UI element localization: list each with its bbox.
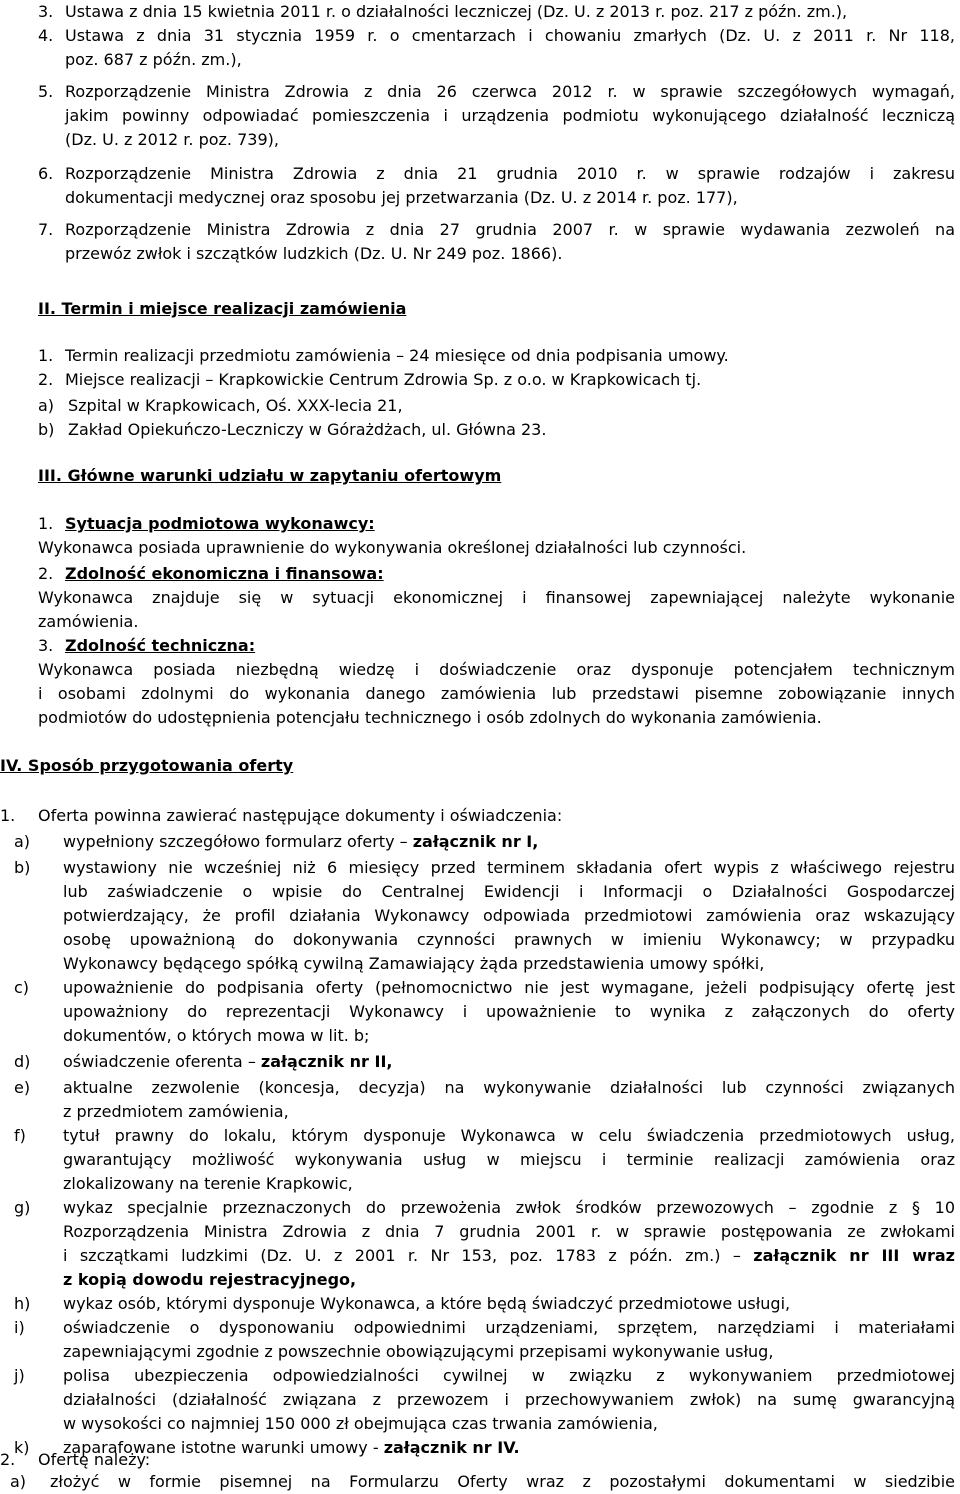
doc-item-text: i szczątkami ludzkimi (Dz. U. z 2001 r. Nr 153, poz. 1783 z późn. zm.) – załącznik nr III wraz: [63, 1246, 955, 1265]
list-item-text: Miejsce realizacji – Krapkowickie Centrum Zdrowia Sp. z o.o. w Krapkowicach tj.: [65, 370, 702, 389]
doc-item-text: działalności (działalność związana z przewozem i przechowywaniem zwłok) na sumę gwarancyjną: [63, 1390, 955, 1409]
attachment-ref: załącznik nr II,: [260, 1052, 393, 1071]
doc-item-text: gwarantujący możliwość wykonywania usług w miejscu i terminie realizacji zamówienia oraz: [63, 1150, 955, 1169]
section-heading-ii: II. Termin i miejsce realizacji zamówienia: [38, 299, 407, 318]
list-letter: a): [14, 832, 31, 851]
condition-title: Zdolność techniczna:: [65, 636, 256, 655]
list-letter: a): [10, 1472, 27, 1491]
section-heading-iii: III. Główne warunki udziału w zapytaniu ofertowym: [38, 466, 502, 485]
doc-item-text: wypełniony szczegółowo formularz oferty – załącznik nr I,: [63, 832, 539, 851]
doc-item-text: w wysokości co najmniej 150 000 zł obejmująca czas trwania zamówienia,: [63, 1414, 658, 1433]
list-item-text: jakim powinny odpowiadać pomieszczenia i urządzenia podmiotu wykonującego działalność leczniczą: [65, 106, 955, 125]
doc-item-text: oświadczenie oferenta – załącznik nr II,: [63, 1052, 393, 1071]
doc-item-text: potwierdzający, że profil działania Wykonawcy odpowiada przedmiotowi zamówienia oraz wskazujący: [63, 906, 955, 925]
condition-text: Wykonawca posiada niezbędną wiedzę i doświadczenie oraz dysponuje potencjałem technicznym: [38, 660, 955, 679]
list-number: 2.: [38, 564, 54, 583]
list-item-text: złożyć w formie pisemnej na Formularzu Oferty wraz z pozostałymi dokumentami w siedzibie: [50, 1472, 955, 1491]
doc-item-text: wystawiony nie wcześniej niż 6 miesięcy przed terminem składania ofert wypis z właściwego rejestru: [63, 858, 955, 877]
attachment-ref: załącznik nr III wraz: [753, 1246, 955, 1265]
list-letter: c): [14, 978, 30, 997]
list-letter: f): [14, 1126, 26, 1145]
doc-item-text: polisa ubezpieczenia odpowiedzialności cywilnej w związku z wykonywaniem przedmiotowej: [63, 1366, 955, 1385]
list-item-text: Szpital w Krapkowicach, Oś. XXX-lecia 21,: [68, 396, 403, 415]
list-letter: b): [14, 858, 31, 877]
doc-item-text: upoważniony do reprezentacji Wykonawcy i upoważnienie to wynika z załączonych do oferty: [63, 1002, 955, 1021]
doc-item-text: z przedmiotem zamówienia,: [63, 1102, 289, 1121]
list-item-text: Ofertę należy:: [38, 1450, 151, 1469]
doc-item-text: zlokalizowany na terenie Krapkowic,: [63, 1174, 353, 1193]
attachment-ref: załącznik nr I,: [412, 832, 539, 851]
doc-item-text: upoważnienie do podpisania oferty (pełnomocnictwo nie jest wymagane, jeżeli podpisujący ofertę jest: [63, 978, 955, 997]
list-number: 6.: [38, 164, 54, 183]
list-item-text: (Dz. U. z 2012 r. poz. 739),: [65, 130, 279, 149]
list-letter: d): [14, 1052, 31, 1071]
list-item-text: Termin realizacji przedmiotu zamówienia – 24 miesięce od dnia podpisania umowy.: [65, 346, 729, 365]
doc-item-text: dokumentów, o których mowa w lit. b;: [63, 1026, 370, 1045]
list-number: 7.: [38, 220, 54, 239]
doc-item-text: zaparafowane istotne warunki umowy - załącznik nr IV.: [63, 1438, 520, 1457]
attachment-ref: załącznik nr IV.: [383, 1438, 520, 1457]
condition-text: Wykonawca posiada uprawnienie do wykonywania określonej działalności lub czynności.: [38, 538, 747, 557]
condition-title: Zdolność ekonomiczna i finansowa:: [65, 564, 384, 583]
list-item-text: Oferta powinna zawierać następujące dokumenty i oświadczenia:: [38, 806, 563, 825]
list-letter: i): [14, 1318, 25, 1337]
list-number: 1.: [38, 514, 54, 533]
list-number: 2.: [38, 370, 54, 389]
list-number: 3.: [38, 2, 54, 21]
doc-item-text: lub zaświadczenie o wpisie do Centralnej Ewidencji i Informacji o Działalności Gospodarczej: [63, 882, 955, 901]
doc-item-text: tytuł prawny do lokalu, którym dysponuje Wykonawca w celu świadczenia przedmiotowych usług,: [63, 1126, 955, 1145]
condition-text: podmiotów do udostępnienia potencjału technicznego i osób zdolnych do wykonania zamówienia.: [38, 708, 822, 727]
list-letter: b): [38, 420, 55, 439]
doc-item-text: osobę upoważnioną do dokonywania czynności prawnych w imieniu Wykonawcy; w przypadku: [63, 930, 955, 949]
list-item-text: Rozporządzenie Ministra Zdrowia z dnia 27 grudnia 2007 r. w sprawie wydawania zezwoleń na: [65, 220, 955, 239]
doc-item-text: Rozporządzenia Ministra Zdrowia z dnia 7 grudnia 2001 r. w sprawie postępowania ze zwłokami: [63, 1222, 955, 1241]
list-number: 1.: [0, 806, 16, 825]
doc-item-text: oświadczenie o dysponowaniu odpowiednimi urządzeniami, sprzętem, narzędziami i materiałami: [63, 1318, 955, 1337]
doc-item-text: aktualne zezwolenie (koncesja, decyzja) na wykonywanie działalności lub czynności związanych: [63, 1078, 955, 1097]
list-letter: g): [14, 1198, 31, 1217]
list-item-text: Ustawa z dnia 31 stycznia 1959 r. o cmentarzach i chowaniu zmarłych (Dz. U. z 2011 r. Nr 118,: [65, 26, 955, 45]
doc-item-text: Wykonawcy będącego spółką cywilną Zamawiający żąda przedstawienia umowy spółki,: [63, 954, 765, 973]
list-item-text: przewóz zwłok i szczątków ludzkich (Dz. U. Nr 249 poz. 1866).: [65, 244, 563, 263]
doc-item-text: wykaz osób, którymi dysponuje Wykonawca, a które będą świadczyć przedmiotowe usługi,: [63, 1294, 791, 1313]
condition-text: Wykonawca znajduje się w sytuacji ekonomicznej i finansowej zapewniającej należyte wykonanie: [38, 588, 955, 607]
list-letter: k): [14, 1438, 30, 1457]
list-number: 5.: [38, 82, 54, 101]
list-number: 4.: [38, 26, 54, 45]
list-letter: h): [14, 1294, 31, 1313]
list-letter: e): [14, 1078, 31, 1097]
list-item-text: Zakład Opiekuńczo-Leczniczy w Górażdżach, ul. Główna 23.: [68, 420, 547, 439]
condition-title: Sytuacja podmiotowa wykonawcy:: [65, 514, 375, 533]
attachment-ref: z kopią dowodu rejestracyjnego,: [63, 1270, 357, 1289]
condition-text: zamówienia.: [38, 612, 139, 631]
condition-text: i osobami zdolnymi do wykonania danego zamówienia lub przedstawi pisemne zobowiązanie innych: [38, 684, 955, 703]
list-item-text: poz. 687 z późn. zm.),: [65, 50, 242, 69]
list-number: 1.: [38, 346, 54, 365]
list-item-text: dokumentacji medycznej oraz sposobu jej przetwarzania (Dz. U. z 2014 r. poz. 177),: [65, 188, 738, 207]
list-letter: j): [14, 1366, 25, 1385]
section-heading-iv: IV. Sposób przygotowania oferty: [0, 756, 294, 775]
list-item-text: Rozporządzenie Ministra Zdrowia z dnia 26 czerwca 2012 r. w sprawie szczegółowych wymagań,: [65, 82, 955, 101]
list-number: 2.: [0, 1450, 16, 1469]
doc-item-text: wykaz specjalnie przeznaczonych do przewożenia zwłok środków przewozowych – zgodnie z § 10: [63, 1198, 955, 1217]
list-item-text: Rozporządzenie Ministra Zdrowia z dnia 21 grudnia 2010 r. w sprawie rodzajów i zakresu: [65, 164, 955, 183]
list-letter: a): [38, 396, 55, 415]
list-number: 3.: [38, 636, 54, 655]
list-item-text: Ustawa z dnia 15 kwietnia 2011 r. o działalności leczniczej (Dz. U. z 2013 r. poz. 217 z późn. zm.),: [65, 2, 848, 21]
doc-item-text: zapewniającymi zgodnie z powszechnie obowiązującymi przepisami wykonywanie usług,: [63, 1342, 774, 1361]
